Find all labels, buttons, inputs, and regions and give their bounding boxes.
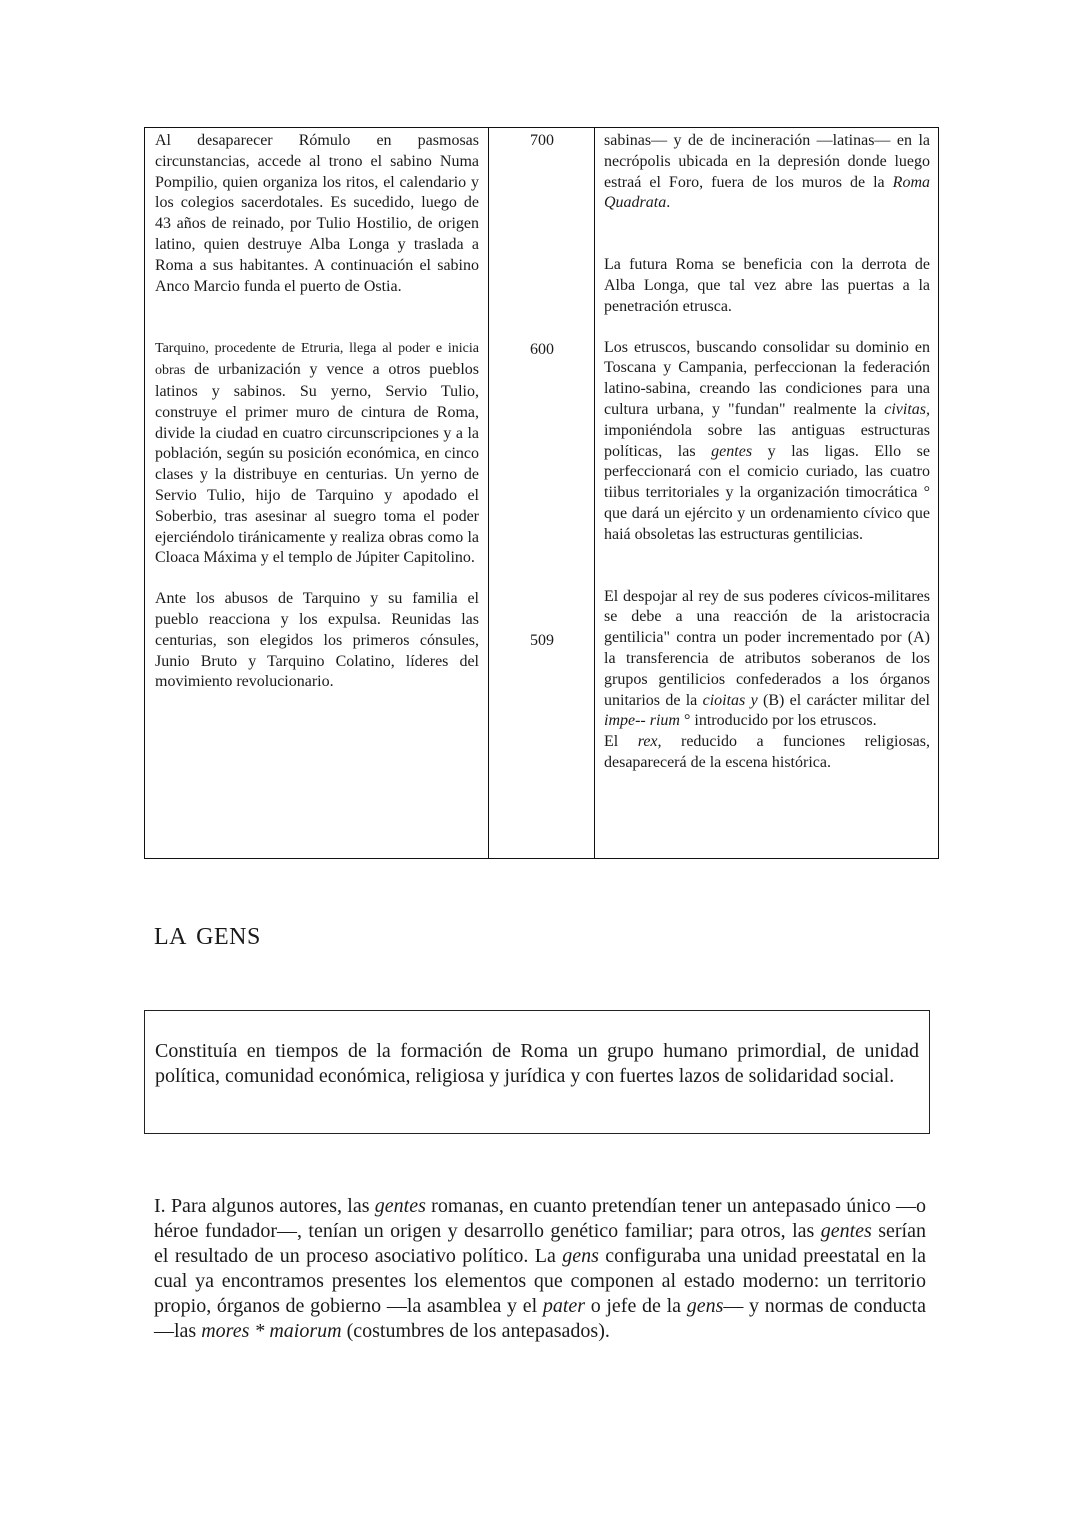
event-text: Ante los abusos de Tarquino y su familia el pueblo reacciona y los expulsa. Reunidas las centurias, son elegidos los primeros cónsules, Junio Bruto y Tarquino Colatino, líderes del movimiento revolucionario. <box>155 590 479 691</box>
event-text-rest: de urbanización y vence a otros pueblos latinos y sabinos. Su yerno, Servio Tulio, construye el primer muro de cintura de Roma, divide la ciudad en cuatro circunscripciones y a la población, según su posición económica, en cinco clases y la distribuye en centurias. Un yerno de Servio Tulio, hijo de Tarquino y apodado el Soberbio, tras asesinar al suegro toma el poder ejerciéndolo tiránicamente y realiza obras como la Cloaca Máxima y el templo de Júpiter Capitolino. <box>155 361 479 567</box>
section-title: LA GENS <box>154 924 261 950</box>
event-text <box>155 338 479 569</box>
column-divider <box>594 128 595 858</box>
commentary-text: La futura Roma se beneficia con la derrota de Alba Longa, que tal vez abre las puertas a la penetración etrusca. <box>604 256 930 315</box>
commentary-text: El despojar al rey de sus poderes cívicos-militares se debe a una reacción de la aristocracia gentilicia" contra un poder incrementado por (A) la transferencia de atributos soberanos de los grupos gentilicios confederados a los órganos unitarios de la cioitas y (B) el carácter militar del impe-- rium ° introducido por los etruscos. El rex, reducido a funciones religiosas, desaparecerá de la escena histórica. <box>604 587 931 771</box>
column-divider <box>488 128 489 858</box>
definition-text: Constituía en tiempos de la formación de Roma un grupo humano primordial, de unidad política, comunidad económica, religiosa y jurídica y con fuertes lazos de solidaridad social. <box>155 1040 919 1087</box>
body-paragraph: I. Para algunos autores, las gentes romanas, en cuanto pretendían tener un antepasado único —o héroe fundador—, tenían un origen y desarrollo genético familiar; para otros, las gentes serían el resultado de un proceso asociativo político. La gens configuraba una unidad preestatal en la cual ya encontramos presentes los elementos que componen al estado moderno: un territorio propio, órganos de gobierno —la asamblea y el pater o jefe de la gens— y normas de conducta —las mores * maiorum (costumbres de los antepasados). <box>154 1195 926 1342</box>
definition-box <box>144 1010 930 1134</box>
commentary-text: Los etruscos, buscando consolidar su dominio en Toscana y Campania, perfeccionan la federación latino-sabina, creando las condiciones para una cultura urbana, y "fundan" realmente la civitas, imponiéndola sobre las antiguas estructuras políticas, las gentes y las ligas. Ello se perfeccionará con el comicio curiado, las cuatro tiibus territoriales y la organización timocrática ° que dará un ejército y un ordenamiento cívico que haiá obsoletas las estructuras gentilicias. <box>604 338 930 543</box>
event-text: Al desaparecer Rómulo en pasmosas circunstancias, accede al trono el sabino Numa Pompilio, quien organiza los ritos, el calendario y los colegios sacerdotales. Es sucedido, luego de 43 años de reinado, por Tulio Hostilio, de origen latino, quien destruye Alba Longa y traslada a Roma a sus habitantes. A continuación el sabino Anco Marcio funda el puerto de Ostia. <box>155 132 479 295</box>
timeline-table <box>144 127 939 859</box>
commentary-text: sabinas— y de de incineración —latinas— en la necrópolis ubicada en la depresión donde luego estraá el Foro, fuera de los muros de la Roma Quadrata. <box>604 132 930 212</box>
event-text-small: Tarquino, procedente de Etruria, llega al poder e inicia obras <box>155 341 479 379</box>
year-700: 700 <box>530 132 554 149</box>
commentary-column <box>604 131 930 774</box>
year-600: 600 <box>530 341 554 358</box>
events-column <box>155 131 479 693</box>
year-509: 509 <box>530 632 554 649</box>
